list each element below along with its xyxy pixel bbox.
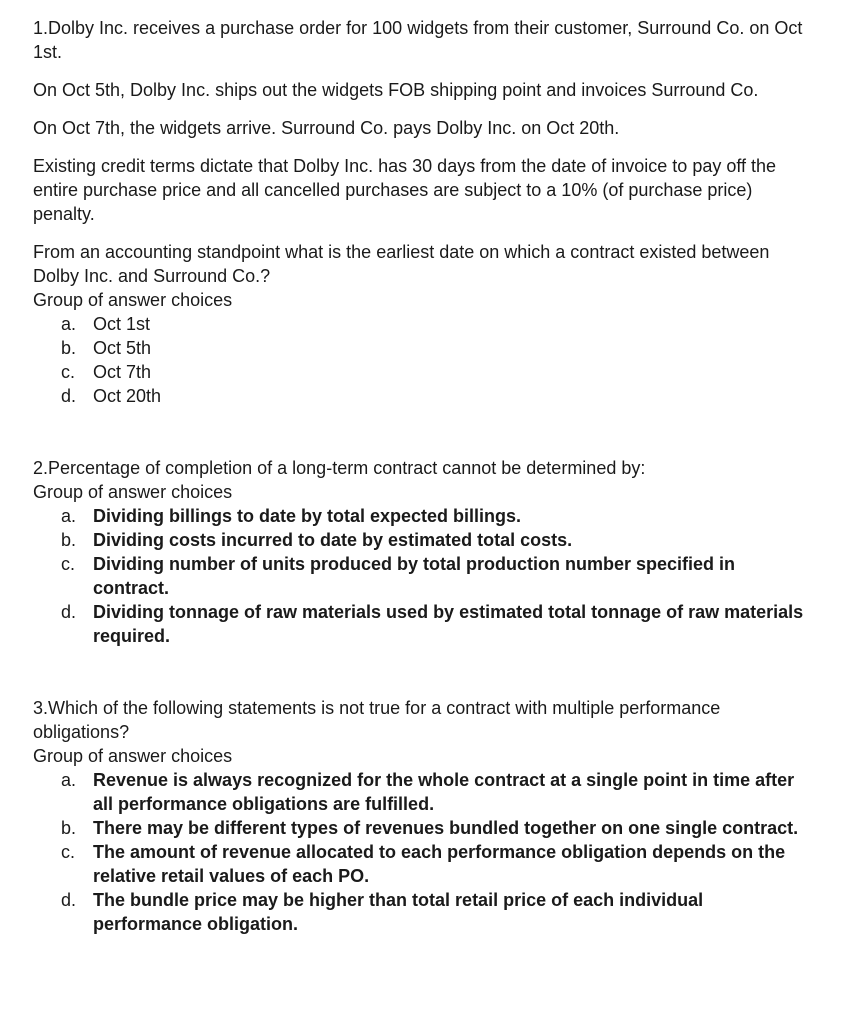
q2-option-b[interactable] <box>61 528 813 552</box>
q2-option-a[interactable] <box>61 504 813 528</box>
q1-paragraph-4: Existing credit terms dictate that Dolby Inc. has 30 days from the date of invoice to pay off the entire purchase price and all cancelled purchases are subject to a 10% (of purchase price) penalty. <box>33 156 777 224</box>
option-letter: c. <box>61 362 76 382</box>
q2-option-c[interactable] <box>61 552 813 600</box>
option-text: Oct 5th <box>93 338 152 358</box>
q1-group-label: Group of answer choices <box>33 290 233 310</box>
option-text: Dividing costs incurred to date by estimated total costs. <box>93 530 573 550</box>
option-text: The amount of revenue allocated to each performance obligation depends on the relative retail values of each PO. <box>93 842 786 886</box>
option-text: Oct 7th <box>93 362 152 382</box>
q2-answer-choices <box>33 504 813 648</box>
q2-question-text: 2.Percentage of completion of a long-term contract cannot be determined by: <box>33 458 646 478</box>
q3-option-b[interactable] <box>61 816 813 840</box>
option-letter: b. <box>61 338 77 358</box>
q1-option-a[interactable] <box>61 312 813 336</box>
q1-option-d[interactable] <box>61 384 813 408</box>
q3-option-d[interactable] <box>61 888 813 936</box>
option-text: There may be different types of revenues bundled together on one single contract. <box>93 818 799 838</box>
option-letter: a. <box>61 770 77 790</box>
option-letter: c. <box>61 554 76 574</box>
q3-group-label: Group of answer choices <box>33 746 233 766</box>
q3-question-text: 3.Which of the following statements is not true for a contract with multiple performance obligations? <box>33 698 721 742</box>
q1-option-c[interactable] <box>61 360 813 384</box>
option-letter: a. <box>61 314 77 334</box>
option-text: Oct 1st <box>93 314 151 334</box>
question-1 <box>33 16 813 408</box>
q3-option-a[interactable] <box>61 768 813 816</box>
option-letter: b. <box>61 818 77 838</box>
option-letter: d. <box>61 386 77 406</box>
q1-paragraph-2: On Oct 5th, Dolby Inc. ships out the widgets FOB shipping point and invoices Surround Co. <box>33 80 759 100</box>
q1-answer-choices <box>33 312 813 408</box>
option-text: Dividing number of units produced by total production number specified in contract. <box>93 554 736 598</box>
question-2 <box>33 456 813 648</box>
option-text: Revenue is always recognized for the whole contract at a single point in time after all performance obligations are fulfilled. <box>93 770 795 814</box>
q3-answer-choices <box>33 768 813 936</box>
quiz-page <box>33 16 813 936</box>
option-letter: d. <box>61 602 77 622</box>
option-text: Dividing billings to date by total expected billings. <box>93 506 522 526</box>
option-letter: c. <box>61 842 76 862</box>
option-text: The bundle price may be higher than total retail price of each individual performance obligation. <box>93 890 704 934</box>
option-letter: a. <box>61 506 77 526</box>
q1-paragraph-3: On Oct 7th, the widgets arrive. Surround Co. pays Dolby Inc. on Oct 20th. <box>33 118 620 138</box>
option-letter: b. <box>61 530 77 550</box>
option-text: Oct 20th <box>93 386 162 406</box>
q2-group-label: Group of answer choices <box>33 482 233 502</box>
q1-option-b[interactable] <box>61 336 813 360</box>
q3-option-c[interactable] <box>61 840 813 888</box>
q1-paragraph-1: 1.Dolby Inc. receives a purchase order for 100 widgets from their customer, Surround Co. on Oct 1st. <box>33 18 803 62</box>
option-text: Dividing tonnage of raw materials used by estimated total tonnage of raw materials required. <box>93 602 804 646</box>
option-letter: d. <box>61 890 77 910</box>
q1-question-text: From an accounting standpoint what is the earliest date on which a contract existed between Dolby Inc. and Surround Co.? <box>33 242 770 286</box>
q2-option-d[interactable] <box>61 600 813 648</box>
question-3 <box>33 696 813 936</box>
